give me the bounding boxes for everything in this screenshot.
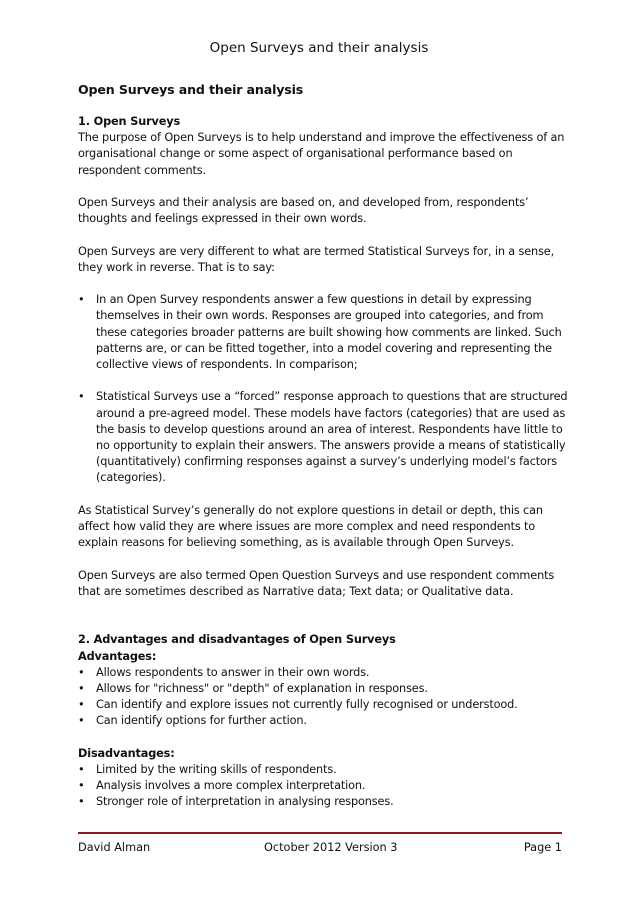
footer-page-number: Page 1: [523, 841, 562, 854]
list-item-text: In an Open Survey respondents answer a few questions in detail by expressing themselves in their own words. Responses are grouped into categories, and from these categories broader patterns are built showing how comments are linked. Such patterns are, or can be fitted together, into a model covering and representing the collective views of respondents. In comparison;: [96, 293, 562, 371]
section-1-para-3: Open Surveys are very different to what are termed Statistical Surveys for, in a sense, they work in reverse. That is to say:: [78, 244, 555, 274]
list-item: [78, 389, 568, 486]
section-2-heading: 2. Advantages and disadvantages of Open Surveys: [78, 633, 396, 647]
list-item-text: Analysis involves a more complex interpretation.: [96, 779, 366, 793]
section-1-para-5: Open Surveys are also termed Open Question Surveys and use respondent comments that are sometimes described as Narrative data; Text data; or Qualitative data.: [78, 568, 555, 598]
bullet-icon: •: [78, 390, 85, 404]
page-footer: [78, 840, 562, 856]
bullet-icon: •: [78, 779, 85, 793]
disadvantages-label: Disadvantages:: [78, 746, 175, 760]
list-item-text: Stronger role of interpretation in analysing responses.: [96, 795, 394, 809]
list-item: [78, 713, 568, 729]
list-item: [78, 794, 568, 810]
list-item: [78, 697, 568, 713]
list-item-text: Can identify options for further action.: [96, 714, 307, 728]
section-1-para-4: As Statistical Survey’s generally do not explore questions in detail or depth, this can affect how valid they are where issues are more complex and need respondents to explain reasons for believing something, as is available through Open Surveys.: [78, 503, 543, 550]
bullet-icon: •: [78, 795, 85, 809]
advantages-label: Advantages:: [78, 649, 157, 663]
bullet-icon: •: [78, 681, 85, 695]
bullet-icon: •: [78, 698, 85, 712]
footer-author: David Alman: [78, 841, 151, 854]
bullet-icon: •: [78, 293, 85, 307]
section-1-para-2: Open Surveys and their analysis are based on, and developed from, respondents’ thoughts and feelings expressed in their own words.: [78, 196, 529, 226]
footer-date-version: October 2012 Version 3: [264, 841, 398, 854]
page-header: Open Surveys and their analysis: [209, 40, 429, 56]
section-1-heading: 1. Open Surveys: [78, 115, 181, 128]
list-item-text: Statistical Surveys use a “forced” response approach to questions that are structured around a pre-agreed model. These models have factors (categories) that are used as the basis to develop questions around an area of interest. Respondents have little to no opportunity to explain their answers. The answers provide a means of statistically (quantitatively) confirming responses against a survey’s underlying model’s factors (categories).: [96, 390, 568, 485]
bullet-icon: •: [78, 762, 85, 776]
list-item-text: Allows respondents to answer in their own words.: [96, 665, 370, 679]
list-item-text: Allows for "richness" or "depth" of explanation in responses.: [96, 681, 428, 695]
document-title: Open Surveys and their analysis: [78, 82, 304, 97]
advantages-list: [78, 665, 568, 730]
list-item-text: Can identify and explore issues not currently fully recognised or understood.: [96, 698, 518, 712]
section-spacer: [78, 616, 568, 632]
footer-rule: [78, 832, 562, 834]
document-body: [78, 82, 568, 827]
list-item: [78, 665, 568, 681]
list-item-text: Limited by the writing skills of respondents.: [96, 762, 337, 776]
list-item: [78, 681, 568, 697]
section-1-para-1: The purpose of Open Surveys is to help understand and improve the effectiveness of an organisational change or some aspect of organisational performance based on respondent comments.: [78, 131, 565, 177]
bullet-icon: •: [78, 714, 85, 728]
disadvantages-list: [78, 762, 568, 811]
bullet-icon: •: [78, 665, 85, 679]
comparison-list: [78, 292, 568, 486]
list-item: [78, 778, 568, 794]
list-item: [78, 292, 568, 373]
list-item: [78, 762, 568, 778]
